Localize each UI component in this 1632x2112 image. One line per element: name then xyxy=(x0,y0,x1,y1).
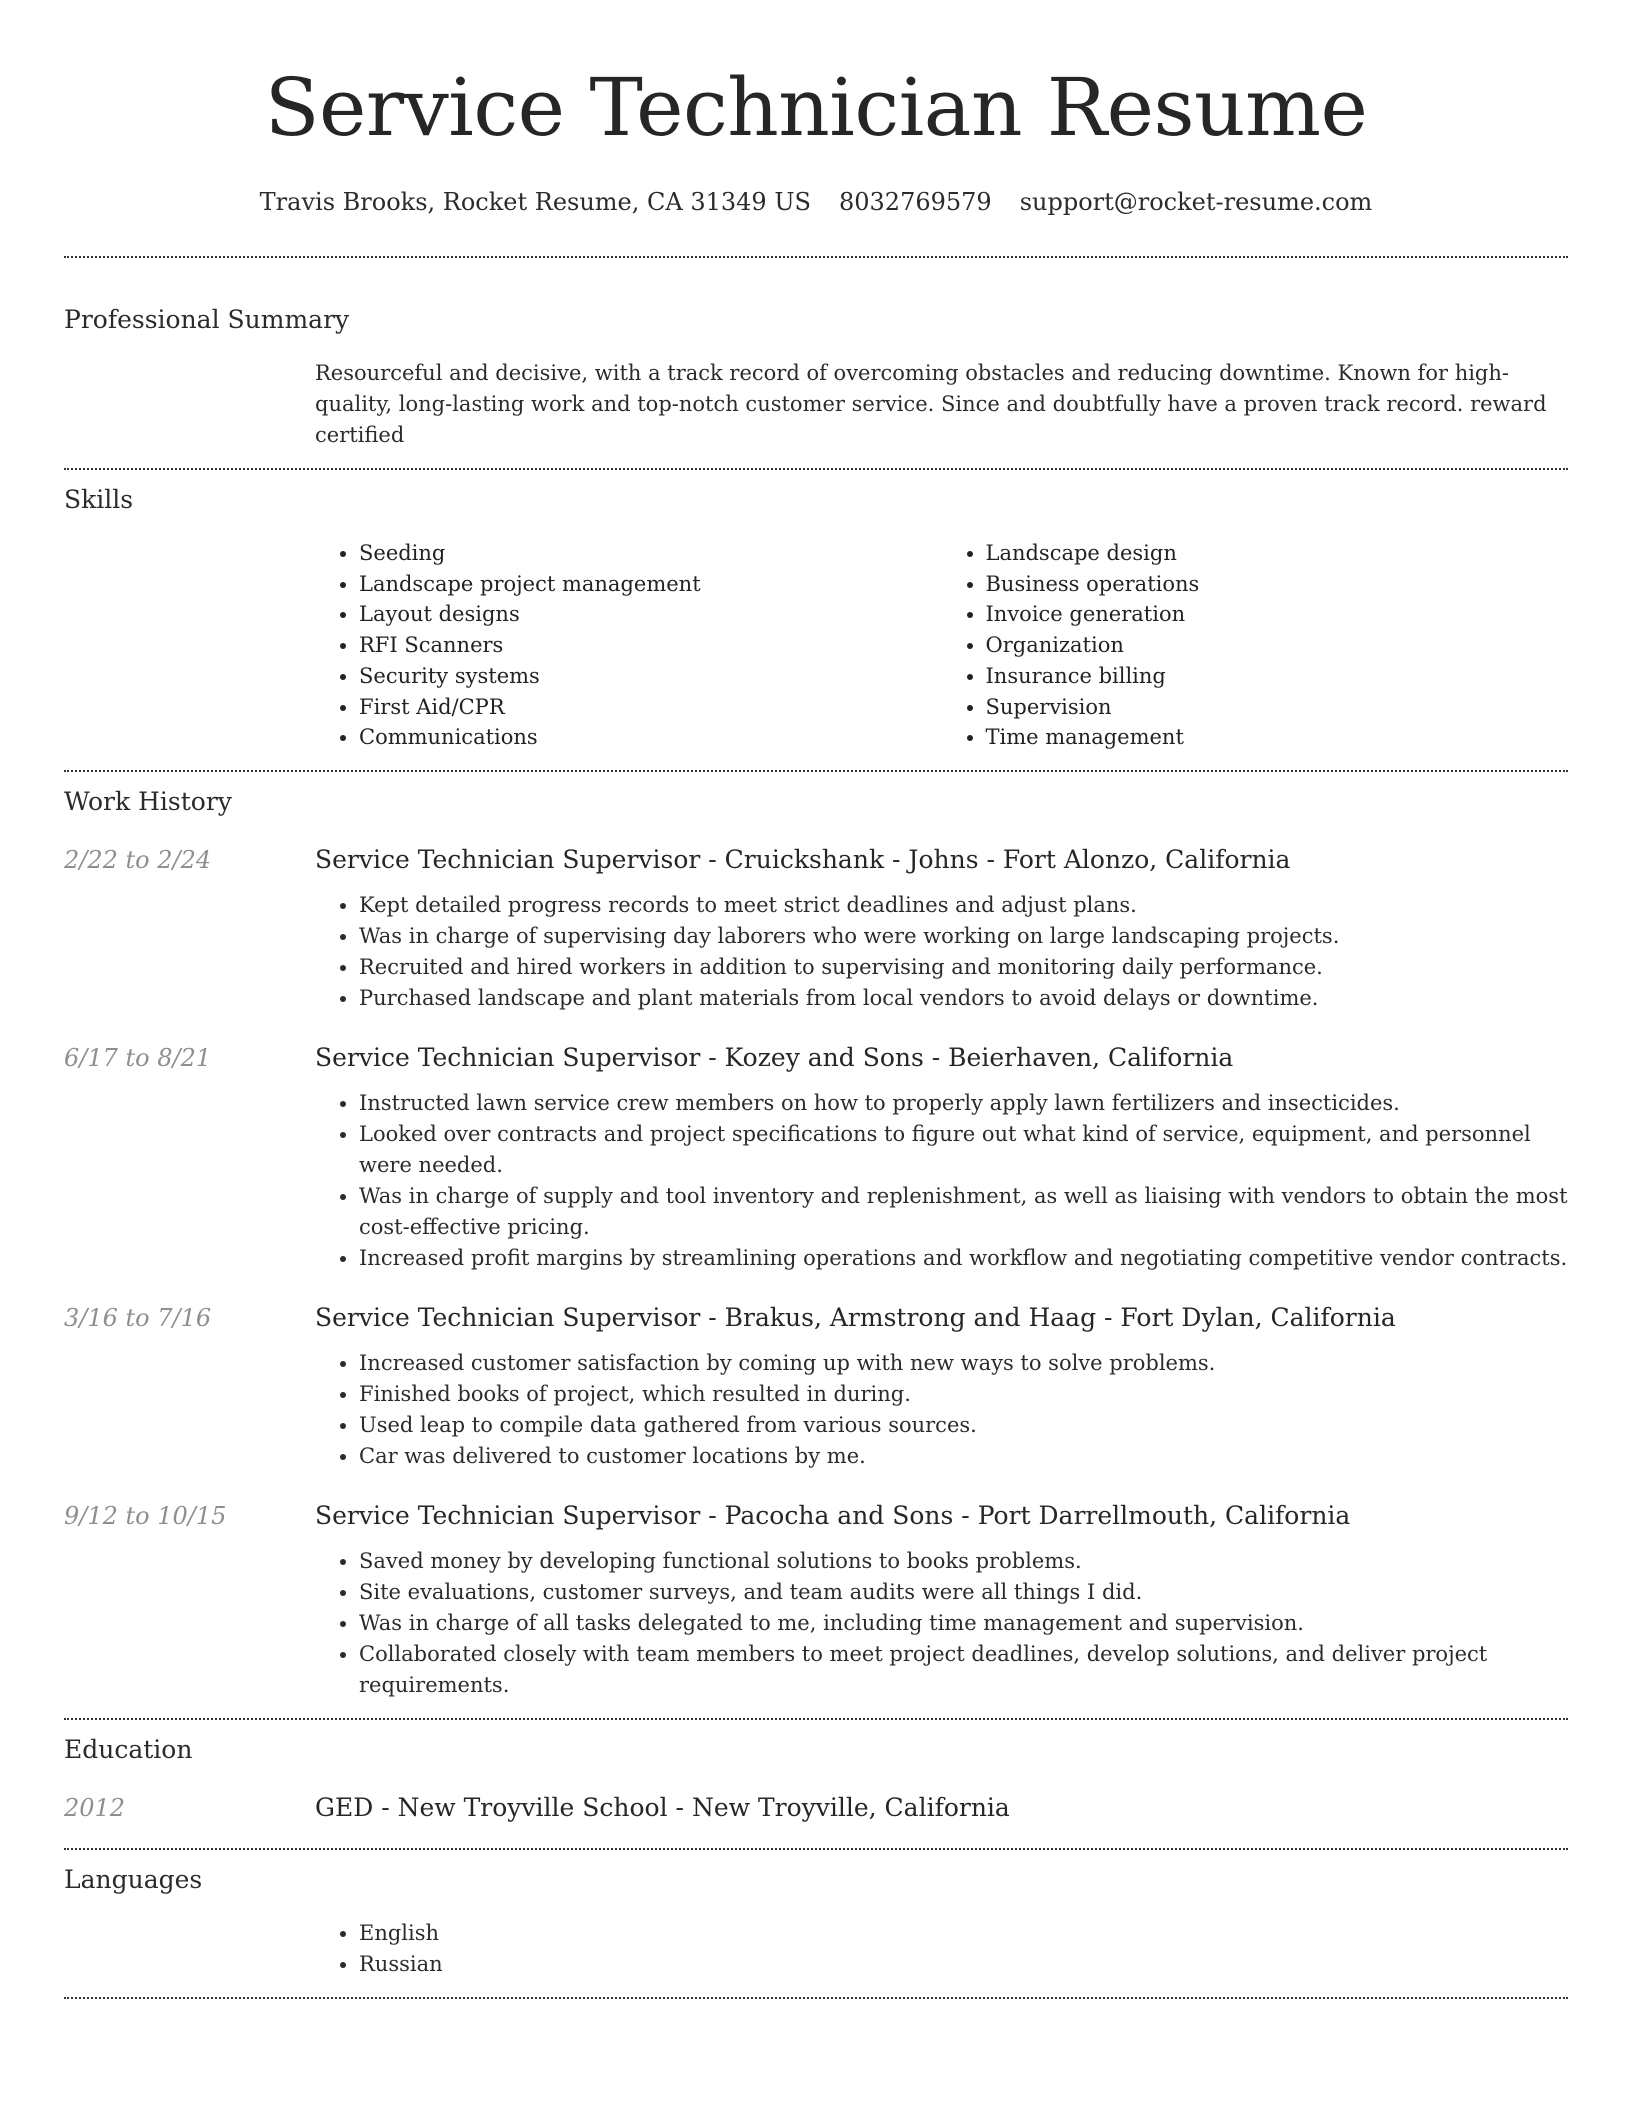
skills-section xyxy=(64,482,1568,753)
divider xyxy=(64,256,1568,258)
job-title: Service Technician Supervisor - Kozey and Sons - Beierhaven, California xyxy=(315,1042,1234,1072)
education-entry xyxy=(64,1790,1568,1826)
job-bullet: • Site evaluations, customer surveys, and team audits were all things I did. xyxy=(359,1577,1568,1608)
skill-item: • Landscape design xyxy=(986,538,1569,569)
languages-heading: Languages xyxy=(64,1864,203,1894)
job-bullet: • Kept detailed progress records to meet strict deadlines and adjust plans. xyxy=(359,890,1568,921)
job-bullet: • Purchased landscape and plant materials from local vendors to avoid delays or downtime. xyxy=(359,983,1568,1014)
education-year: 2012 xyxy=(64,1793,126,1822)
skill-item: • Communications xyxy=(359,722,942,753)
job-bullet: • Car was delivered to customer locations by me. xyxy=(359,1441,1568,1472)
job-bullet: • Finished books of project, which resulted in during. xyxy=(359,1379,1568,1410)
language-item: • Russian xyxy=(359,1949,1568,1980)
resume-page xyxy=(64,0,1568,1999)
job-bullet: • Increased customer satisfaction by coming up with new ways to solve problems. xyxy=(359,1348,1568,1379)
job-entry xyxy=(64,1498,1568,1701)
job-entry xyxy=(64,1040,1568,1274)
job-bullet: • Instructed lawn service crew members on how to properly apply lawn fertilizers and insecticides. xyxy=(359,1088,1568,1119)
summary-text: Resourceful and decisive, with a track record of overcoming obstacles and reducing downtime. Known for high-quality, long-lasting work and top-notch customer service. Since and doubtfully have a proven track record. reward certified xyxy=(315,361,1547,447)
job-title: Service Technician Supervisor - Cruickshank - Johns - Fort Alonzo, California xyxy=(315,844,1291,874)
skill-item: • Landscape project management xyxy=(359,569,942,600)
contact-address: Travis Brooks, Rocket Resume, CA 31349 US xyxy=(259,188,811,216)
job-bullet: • Was in charge of supply and tool inventory and replenishment, as well as liaising with vendors to obtain the most cost-effective pricing. xyxy=(359,1181,1568,1243)
job-bullet: • Was in charge of supervising day laborers who were working on large landscaping projects. xyxy=(359,921,1568,952)
divider xyxy=(64,1848,1568,1850)
job-dates: 3/16 to 7/16 xyxy=(64,1303,212,1332)
divider xyxy=(64,468,1568,470)
job-bullet: • Was in charge of all tasks delegated to me, including time management and supervision. xyxy=(359,1608,1568,1639)
job-dates: 9/12 to 10/15 xyxy=(64,1501,227,1530)
job-dates: 6/17 to 8/21 xyxy=(64,1043,212,1072)
job-title: Service Technician Supervisor - Pacocha and Sons - Port Darrellmouth, California xyxy=(315,1500,1351,1530)
job-bullet: • Used leap to compile data gathered from various sources. xyxy=(359,1410,1568,1441)
contact-line xyxy=(64,182,1568,222)
languages-list xyxy=(315,1918,1568,1980)
languages-section xyxy=(64,1862,1568,1980)
divider xyxy=(64,1718,1568,1720)
skill-item: • Business operations xyxy=(986,569,1569,600)
job-bullet: • Collaborated closely with team members to meet project deadlines, develop solutions, and deliver project requirements. xyxy=(359,1639,1568,1701)
skill-item: • Invoice generation xyxy=(986,599,1569,630)
skill-item: • Insurance billing xyxy=(986,661,1569,692)
skill-item: • Security systems xyxy=(359,661,942,692)
education-text: GED - New Troyville School - New Troyville, California xyxy=(315,1792,1010,1822)
skill-item: • Time management xyxy=(986,722,1569,753)
job-bullet: • Looked over contracts and project specifications to figure out what kind of service, equipment, and personnel were needed. xyxy=(359,1119,1568,1181)
resume-title: Service Technician Resume xyxy=(264,61,1368,154)
skills-heading: Skills xyxy=(64,485,134,514)
job-bullets xyxy=(315,1546,1568,1701)
job-bullets xyxy=(315,1348,1568,1472)
summary-heading: Professional Summary xyxy=(64,305,350,334)
skills-list-left xyxy=(315,538,942,753)
skill-item: • Organization xyxy=(986,630,1569,661)
job-bullets xyxy=(315,1088,1568,1274)
skills-list-right xyxy=(942,538,1569,753)
summary-section xyxy=(64,302,1568,451)
education-section xyxy=(64,1732,1568,1826)
work-heading: Work History xyxy=(64,786,232,816)
skill-item: • First Aid/CPR xyxy=(359,692,942,723)
language-item: • English xyxy=(359,1918,1568,1949)
job-bullet: • Increased profit margins by streamlining operations and workflow and negotiating competitive vendor contracts. xyxy=(359,1243,1568,1274)
education-heading: Education xyxy=(64,1734,193,1764)
job-bullet: • Saved money by developing functional solutions to books problems. xyxy=(359,1546,1568,1577)
job-title: Service Technician Supervisor - Brakus, Armstrong and Haag - Fort Dylan, California xyxy=(315,1302,1396,1332)
divider xyxy=(64,1997,1568,1999)
skill-item: • RFI Scanners xyxy=(359,630,942,661)
contact-email: support@rocket-resume.com xyxy=(1019,188,1373,216)
skill-item: • Seeding xyxy=(359,538,942,569)
skills-columns xyxy=(315,538,1568,753)
job-dates: 2/22 to 2/24 xyxy=(64,845,212,874)
job-entry xyxy=(64,1300,1568,1472)
contact-phone: 8032769579 xyxy=(838,188,992,216)
skill-item: • Supervision xyxy=(986,692,1569,723)
job-entry xyxy=(64,842,1568,1014)
work-section xyxy=(64,784,1568,1701)
job-bullet: • Recruited and hired workers in addition to supervising and monitoring daily performance. xyxy=(359,952,1568,983)
job-bullets xyxy=(315,890,1568,1014)
divider xyxy=(64,770,1568,772)
skill-item: • Layout designs xyxy=(359,599,942,630)
